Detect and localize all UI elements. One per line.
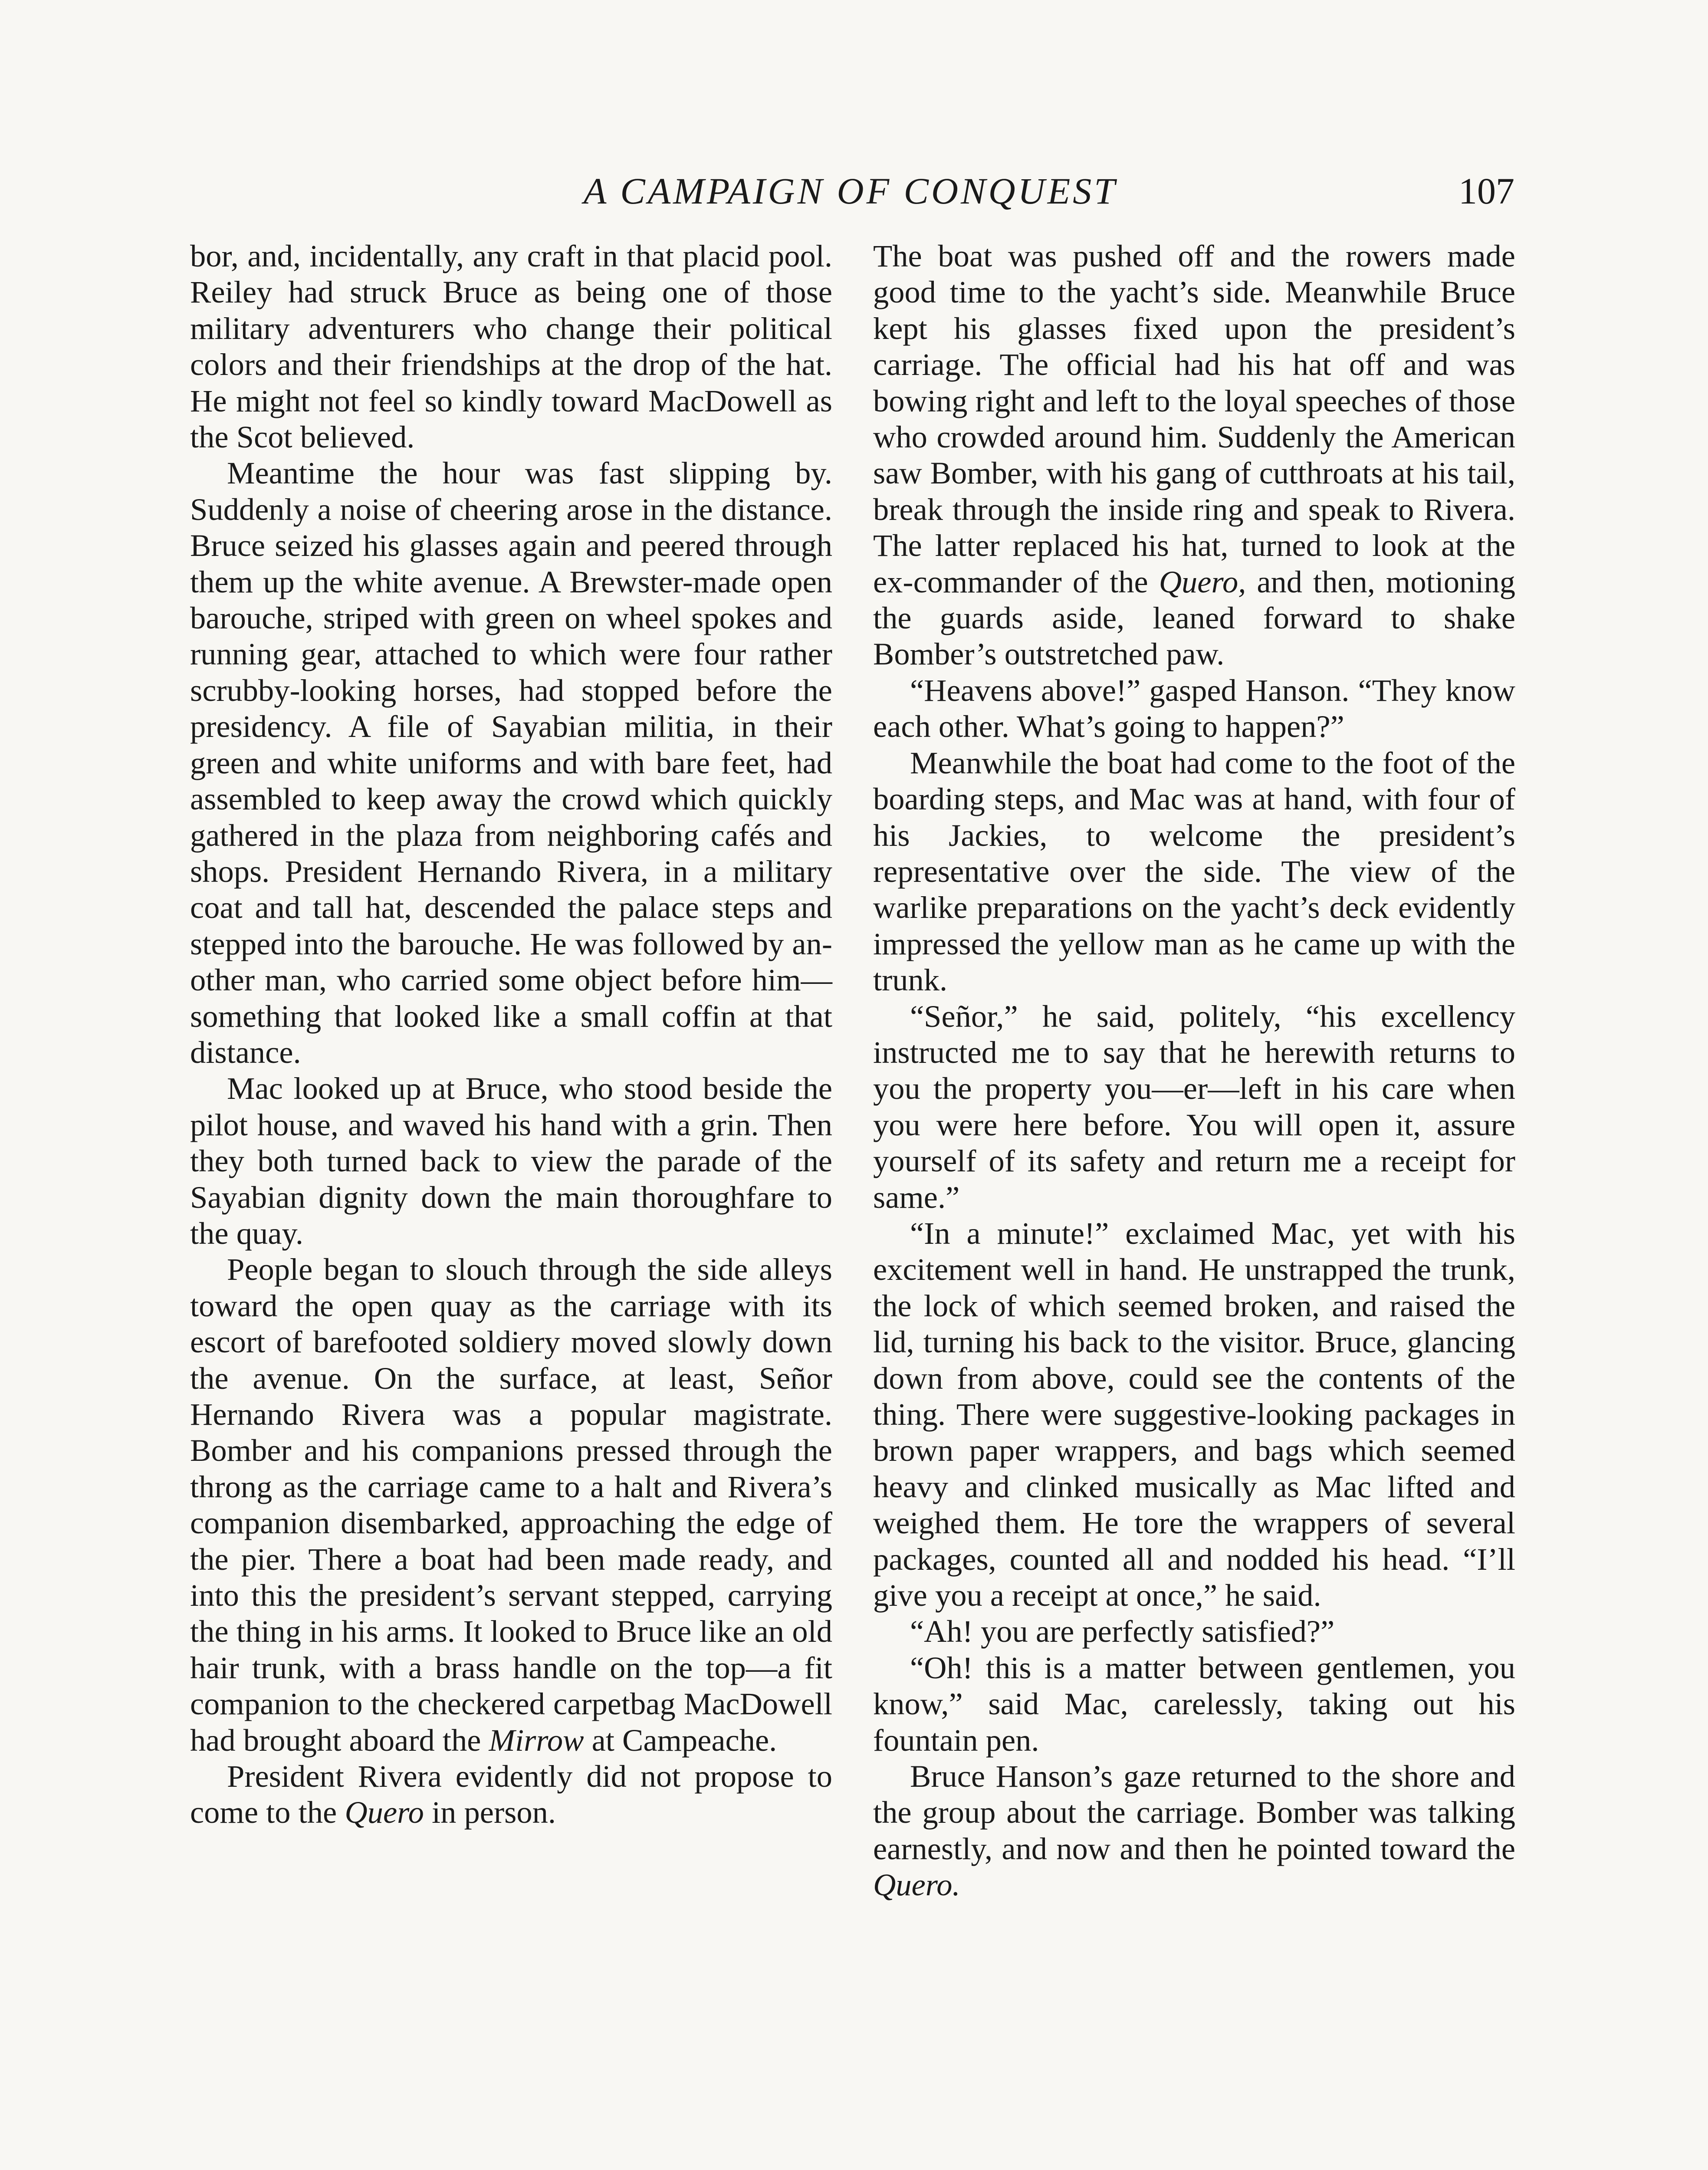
text-run: “Heavens above!” gasped Hanson. “They know each other. What’s going to happen?”	[873, 672, 1515, 744]
paragraph	[873, 1613, 1515, 1649]
text-run: at Campeache.	[584, 1722, 777, 1758]
paragraph	[190, 1070, 832, 1251]
paragraph	[873, 1650, 1515, 1758]
paragraph	[873, 998, 1515, 1215]
text-run: “Ah! you are perfectly satisfied?”	[910, 1614, 1335, 1649]
text-column-right	[873, 238, 1515, 1903]
paragraph	[873, 1215, 1515, 1613]
text-run: “Oh! this is a matter between gentlemen, you know,” said Mac, carelessly, taking out his fountain pen.	[873, 1650, 1515, 1758]
text-run: People began to slouch through the side alleys toward the open quay as the carriage with its escort of barefooted soldiery moved slowly down the avenue. On the surface, at least, Señor Hernando Rivera was a popular magistrate. Bomber and his companions pressed through the throng as the carriage came to a halt and Rivera’s companion disembarked, approaching the edge of the pier. There a boat had been made ready, and into this the president’s servant stepped, carrying the thing in his arms. It looked to Bruce like an old hair trunk, with a brass handle on the top—a fit companion to the checkered carpetbag MacDowell had brought aboard the	[190, 1252, 832, 1758]
text-run: in person.	[424, 1795, 556, 1830]
paragraph	[873, 1758, 1515, 1903]
text-run: Bruce Hanson’s gaze returned to the shore and the group about the carriage. Bomber was talking earnestly, and now and then he pointed toward the	[873, 1759, 1515, 1866]
text-run: President Rivera evidently did not propose to come to the	[190, 1759, 832, 1830]
text-run: and then, motioning the guards aside, leaned forward to shake Bomber’s outstretched paw.	[873, 564, 1515, 672]
paragraph	[190, 238, 832, 455]
text-column-left	[190, 238, 832, 1831]
paragraph	[190, 1251, 832, 1758]
text-run: “Señor,” he said, politely, “his excellency instructed me to say that he herewith returns to you the property you—er—left in his care when you were here before. You will open it, assure yourself of its safety and return me a receipt for same.”	[873, 998, 1515, 1215]
running-title: A CAMPAIGN OF CONQUEST	[583, 170, 1118, 212]
page-number: 107	[1458, 170, 1514, 212]
italic-text: Quero	[345, 1795, 424, 1830]
paragraph	[190, 1758, 832, 1831]
text-run: “In a minute!” exclaimed Mac, yet with his excitement well in hand. He unstrapped the trunk, the lock of which seemed broken, and raised the lid, turning his back to the visitor. Bruce, glancing down from above, could see the contents of the thing. There were suggestive-looking packages in brown paper wrappers, and bags which seemed heavy and clinked musically as Mac lifted and weighed them. He tore the wrappers of several packages, counted all and nodded his head. “I’ll give you a receipt at once,” he said.	[873, 1215, 1515, 1613]
paragraph	[873, 745, 1515, 998]
running-head	[187, 165, 1514, 217]
text-run: Meanwhile the boat had come to the foot of the boarding steps, and Mac was at hand, with four of his Jackies, to welcome the president’s representative over the side. The view of the warlike preparations on the yacht’s deck evidently impressed the yellow man as he came up with the trunk.	[873, 745, 1515, 998]
text-run: Meantime the hour was fast slipping by. Suddenly a noise of cheering arose in the distance. Bruce seized his glasses again and peered through them up the white avenue. A Brewster-made open barouche, striped with green on wheel spokes and running gear, attached to which were four rather scrubby-looking horses, had stopped before the presidency. A file of Sayabian militia, in their green and white uniforms and with bare feet, had assembled to keep away the crowd which quickly gathered in the plaza from neighboring cafés and shops. President Hernando Rivera, in a military coat and tall hat, descended the palace steps and stepped into the barouche. He was followed by another man, who carried some object before him—something that looked like a small coffin at that distance.	[190, 455, 832, 1070]
paragraph	[873, 672, 1515, 745]
text-run: Mac looked up at Bruce, who stood beside the pilot house, and waved his hand with a grin. Then they both turned back to view the parade of the Sayabian dignity down the main thoroughfare to the quay.	[190, 1071, 832, 1251]
italic-text: Quero,	[1159, 564, 1246, 599]
italic-text: Mirrow	[489, 1722, 584, 1758]
paragraph	[873, 238, 1515, 672]
italic-text: Quero.	[873, 1867, 960, 1903]
text-run: bor, and, incidentally, any craft in that placid pool. Reiley had struck Bruce as being one of those military adventurers who change their political colors and their friendships at the drop of the hat. He might not feel so kindly toward MacDowell as the Scot believed.	[190, 238, 832, 455]
text-run: The boat was pushed off and the rowers made good time to the yacht’s side. Meanwhile Bruce kept his glasses fixed upon the president’s carriage. The official had his hat off and was bowing right and left to the loyal speeches of those who crowded around him. Suddenly the American saw Bomber, with his gang of cutthroats at his tail, break through the inside ring and speak to Rivera. The latter replaced his hat, turned to look at the ex-commander of the	[873, 238, 1515, 599]
paragraph	[190, 455, 832, 1070]
